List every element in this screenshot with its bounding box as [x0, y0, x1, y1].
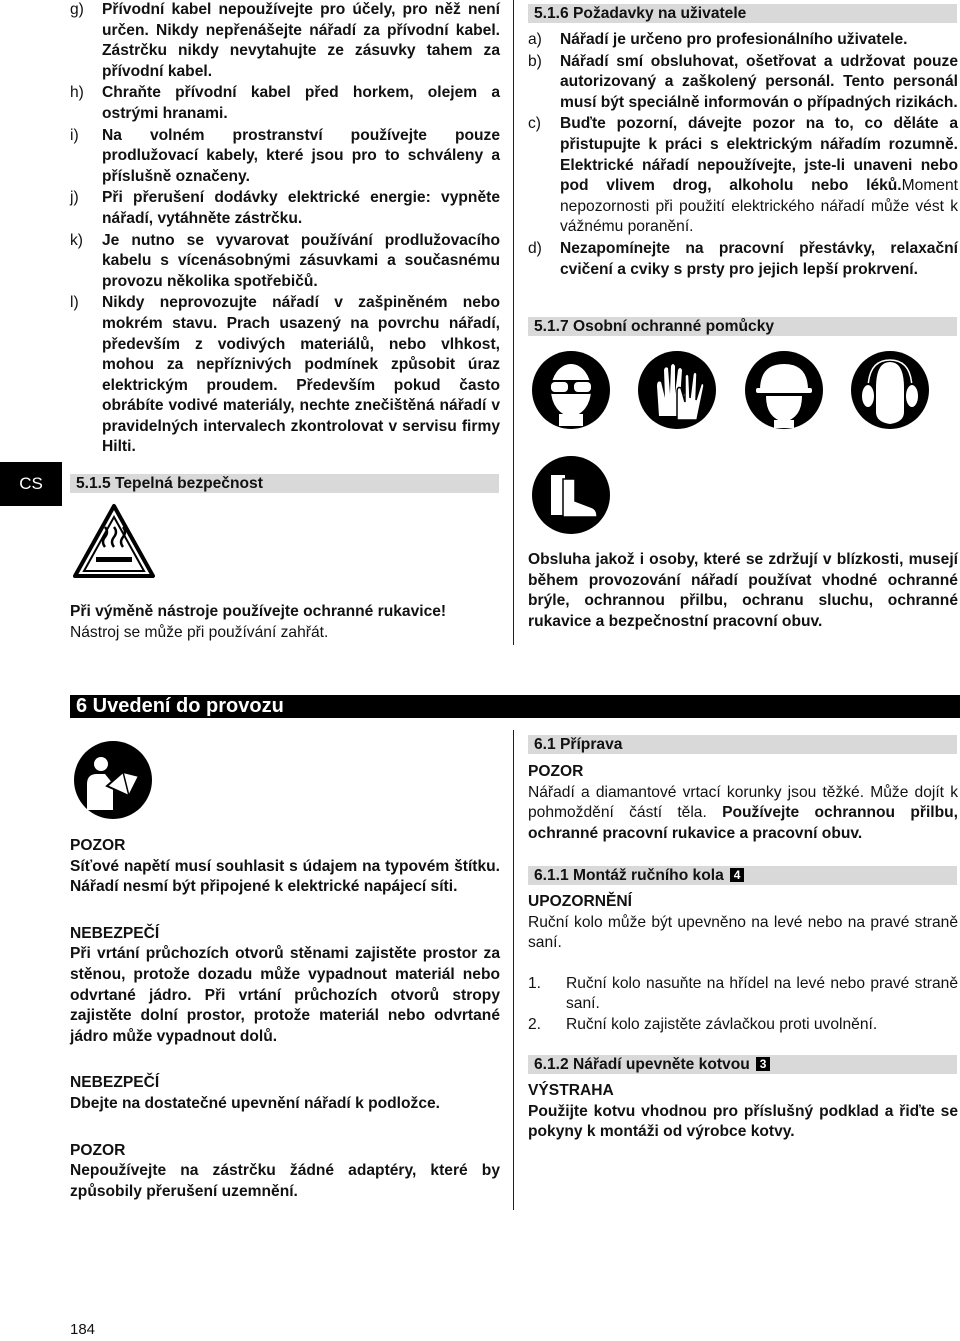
section-611-body: [528, 892, 958, 1036]
figure-reference-badge: 3: [756, 1057, 770, 1071]
warning-label: POZOR: [70, 1141, 126, 1159]
step-item: 2. Ruční kolo zajistěte závlačkou proti uvolnění.: [528, 1015, 878, 1033]
ppe-requirement-text: Obsluha jakož i osoby, které se zdržují v blízkosti, musejí během provozování nářadí používat vhodné ochranné brýle, ochrannou přilbu, ochranu sluchu, ochranné rukavice a bezpečnostní pracovní obuv.: [528, 551, 958, 630]
ear-protection-icon: [850, 350, 930, 430]
section-516-heading: 5.1.6 Požadavky na uživatele: [528, 4, 957, 23]
list-item-b: b) Nářadí smí obsluhovat, ošetřovat a udržovat pouze autorizovaný a zaškolený personál. Tento personál musí být speciálně informován o případných rizikách.: [528, 52, 958, 111]
warning-label: VÝSTRAHA: [528, 1082, 614, 1099]
list-item-text: Na volném prostranství používejte pouze prodlužovací kabely, které jsou pro to schváleny a příslušně označeny.: [102, 126, 500, 185]
step-item: 1. Ruční kolo nasuňte na hřídel na levé nebo pravé straně saní.: [528, 974, 958, 1013]
protective-gloves-icon: [637, 350, 717, 430]
list-item-text: Nezapomínejte na pracovní přestávky, relaxační cvičení a cviky s prsty pro jejich lepší prokrvení.: [560, 239, 958, 278]
column-divider-top: [513, 0, 514, 645]
list-item-text: Nářadí je určeno pro profesionálního uživatele.: [560, 31, 908, 48]
list-item-d: d) Nezapomínejte na pracovní přestávky, relaxační cvičení a cviky s prsty pro jejich lepší prokrvení.: [528, 239, 958, 278]
figure-reference-badge: 4: [730, 868, 744, 882]
gloves-warning: Při výměně nástroje používejte ochranné rukavice!: [70, 603, 447, 620]
notice-text: Ruční kolo může být upevněno na levé nebo na pravé straně saní.: [528, 913, 958, 952]
list-item-l: l) Nikdy neprovozujte nářadí v zašpiněném nebo mokrém stavu. Prach usazený na povrchu nářadí, především z vodivých materiálů, nebo vlhkost, mohou za nepříznivých podmínek způsobit úraz elektrickým proudem. Především pokud často obrábíte vodivé materiály, nechte znečištěná nářadí v pravidelných intervalech zkontrolovat v servisu firmy Hilti.: [70, 294, 500, 456]
hot-surface-warning-icon: [72, 503, 156, 579]
warning-text: Síťové napětí musí souhlasit s údajem na typovém štítku. Nářadí nesmí být připojené k elektrické napájecí síti.: [70, 857, 500, 896]
list-item-k: k) Je nutno se vyvarovat používání prodlužovacího kabelu s vícenásobnými zásuvkami a současnému provozu několika spotřebičů.: [70, 231, 500, 290]
danger-label: NEBEZPEČÍ: [70, 924, 160, 942]
caution-label: POZOR: [528, 763, 584, 780]
section-515-text: [70, 602, 500, 643]
read-manual-icon: [73, 740, 153, 820]
chapter-6-left-blocks: [70, 836, 500, 1202]
list-item-i: i) Na volném prostranství používejte pouze prodlužovací kabely, které jsou pro to schváleny a příslušně označeny.: [70, 126, 500, 185]
safety-helmet-icon: [744, 350, 824, 430]
column-divider-bottom: [513, 730, 514, 1210]
section-516-list: [528, 30, 958, 281]
section-515-heading: 5.1.5 Tepelná bezpečnost: [70, 474, 499, 493]
list-item-g: g) Přívodní kabel nepoužívejte pro účely, pro něž není určen. Nikdy nepřenášejte nářadí za přívodní kabel. Zástrčku nikdy nevytahujte ze zásuvky tahem za přívodní kabel.: [70, 1, 500, 80]
list-item-text: Přívodní kabel nepoužívejte pro účely, pro něž není určen. Nikdy nepřenášejte nářadí za přívodní kabel. Zástrčku nikdy nevytahujte ze zásuvky tahem za přívodní kabel.: [102, 1, 500, 80]
section-611-heading: 6.1.1 Montáž ručního kola 4: [528, 866, 957, 885]
list-item-text: Nikdy neprovozujte nářadí v zašpiněném nebo mokrém stavu. Prach usazený na povrchu nářadí, především z vodivých materiálů, nebo vlhkost, mohou za nepříznivých podmínek způsobit úraz elektrickým proudem. Především pokud často obrábíte vodivé materiály, nechte znečištěná nářadí v pravidelných intervalech zkontrolovat v servisu firmy Hilti.: [102, 294, 500, 456]
section-61-heading: 6.1 Příprava: [528, 735, 957, 754]
safety-boots-icon: [531, 455, 611, 535]
list-item-a: a) Nářadí je určeno pro profesionálního uživatele.: [528, 31, 908, 48]
danger-label: NEBEZPEČÍ: [70, 1074, 160, 1092]
list-item-c: c) Buďte pozorní, dávejte pozor na to, co děláte a přistupujte k práci s elektrickým nářadím rozumně. Elektrické nářadí nepoužívejte, jste-li unaveni nebo pod vlivem drog, alkoholu nebo léků.Moment nepozornosti při použití elektrického nářadí může vést k vážnému poranění.: [528, 115, 958, 236]
list-item-text-normal: Moment nepozornosti při použití elektrického nářadí může vést k vážnému poranění.: [560, 177, 958, 236]
list-item-j: j) Při přerušení dodávky elektrické energie: vypněte nářadí, vytáhněte zástrčku.: [70, 189, 500, 227]
page-number: 184: [70, 1321, 96, 1338]
warning-label: POZOR: [70, 837, 126, 854]
chapter-6-title: 6 Uvedení do provozu: [70, 695, 960, 718]
notice-label: UPOZORNĚNÍ: [528, 893, 632, 910]
language-tab: CS: [0, 462, 62, 506]
caution-text: Nářadí a diamantové vrtací korunky jsou těžké. Může dojít k pohmoždění částí těla. Používejte ochrannou přilbu, ochranné pracovní rukavice a pracovní obuv.: [528, 783, 958, 842]
list-item-h: h) Chraňte přívodní kabel před horkem, olejem a ostrými hranami.: [70, 84, 500, 122]
section-517-heading: 5.1.7 Osobní ochranné pomůcky: [528, 317, 957, 336]
left-top-list: [70, 0, 500, 459]
warning-text: Použijte kotvu vhodnou pro příslušný podklad a řiďte se pokyny k montáži od výrobce kotvy.: [528, 1102, 958, 1141]
warning-text: Nepoužívejte na zástrčku žádné adaptéry, které by způsobily přerušení uzemnění.: [70, 1162, 500, 1200]
tool-heat-note: Nástroj se může při používání zahřát.: [70, 623, 329, 641]
section-61-body: [528, 762, 958, 844]
list-item-text: Nářadí smí obsluhovat, ošetřovat a udržovat pouze autorizovaný a zaškolený personál. Tento personál musí být speciálně informován o případných rizikách.: [560, 52, 958, 111]
list-item-text: Buďte pozorní, dávejte pozor na to, co děláte a přistupujte k práci s elektrickým nářadím rozumně. Elektrické nářadí nepoužívejte, jste-li unaveni nebo pod vlivem drog, alkoholu nebo léků.: [560, 115, 958, 195]
danger-text: Dbejte na dostatečné upevnění nářadí k podložce.: [70, 1094, 441, 1112]
list-item-text: Chraňte přívodní kabel před horkem, olejem a ostrými hranami.: [102, 84, 500, 122]
section-612-body: [528, 1081, 958, 1143]
section-612-heading: 6.1.2 Nářadí upevněte kotvou 3: [528, 1055, 957, 1074]
safety-goggles-icon: [531, 350, 611, 430]
danger-text: Při vrtání průchozích otvorů stěnami zajistěte prostor za stěnou, protože dozadu může vypadnout materiál nebo odvrtané jádro. Při vrtání průchozích otvorů stropy zajistěte dolní prostor, protože materiál nebo odvrtané jádro může vypadnout dolů.: [70, 945, 500, 1045]
list-item-text: Je nutno se vyvarovat používání prodlužovacího kabelu s vícenásobnými zásuvkami a současnému provozu několika spotřebičů.: [102, 231, 500, 290]
list-item-text: Při přerušení dodávky elektrické energie: vypněte nářadí, vytáhněte zástrčku.: [102, 189, 500, 227]
